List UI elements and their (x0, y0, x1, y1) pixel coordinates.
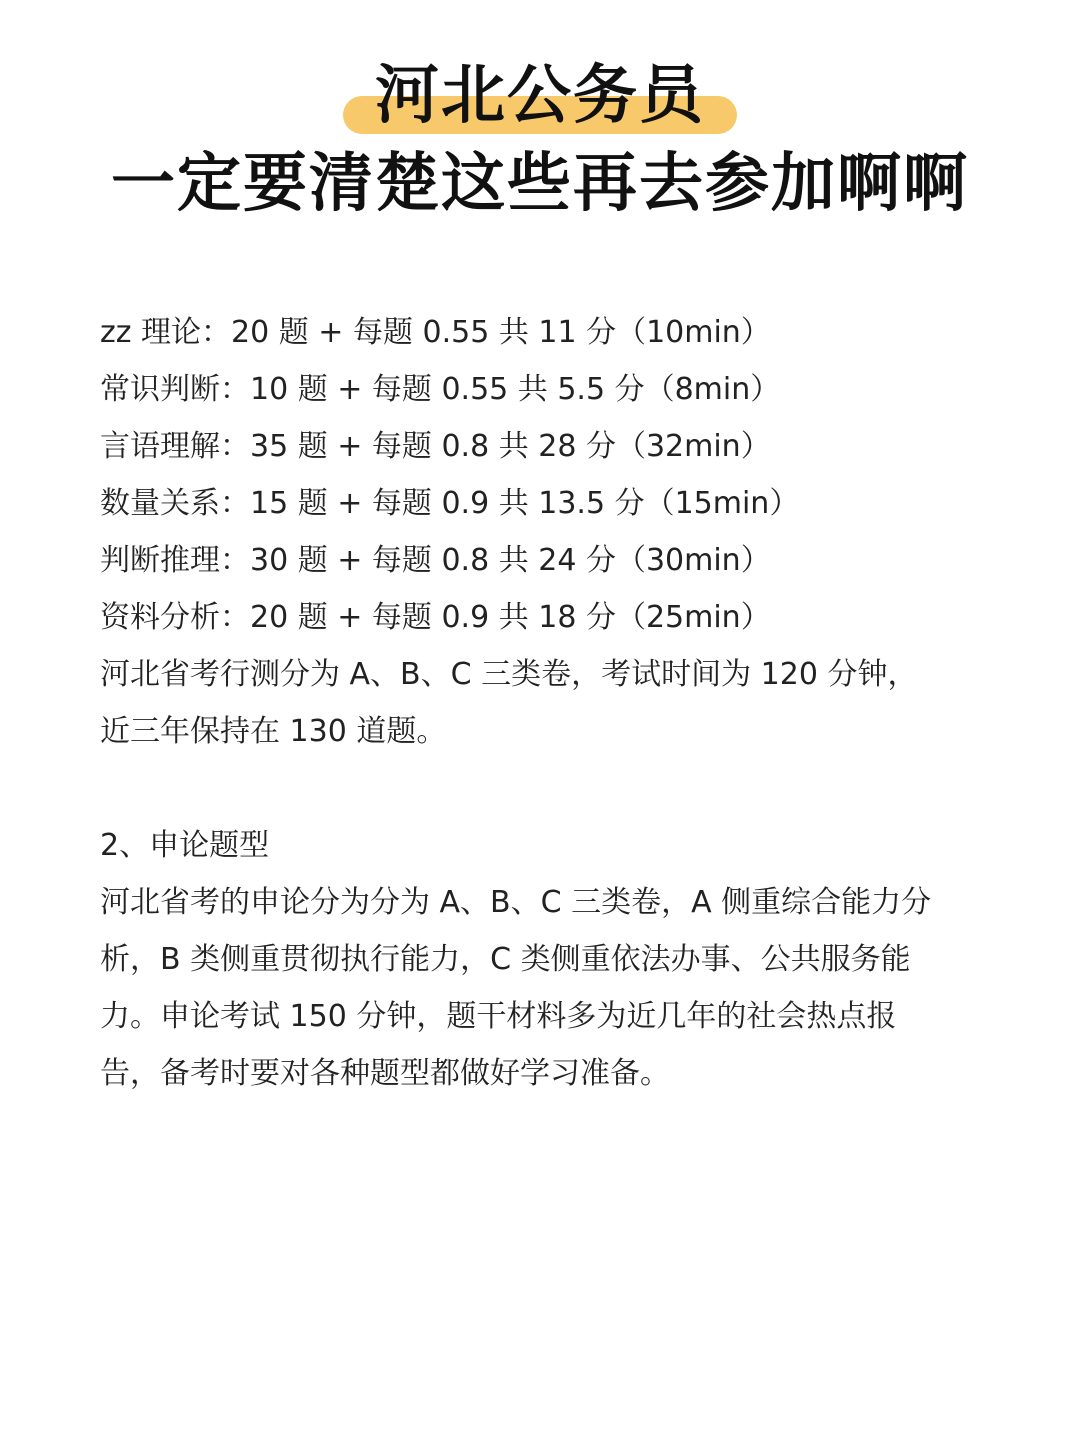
shenlun-paragraph-line: 告，备考时要对各种题型都做好学习准备。 (100, 1056, 670, 1091)
exam-item-data-analysis: 资料分析：20 题 + 每题 0.9 共 18 分（25min） (100, 600, 771, 635)
exam-item-reasoning: 判断推理：30 题 + 每题 0.8 共 24 分（30min） (100, 543, 771, 578)
xingce-note-line: 近三年保持在 130 道题。 (100, 714, 447, 749)
shenlun-heading: 2、申论题型 (100, 828, 270, 863)
title-main-text: 河北公务员 (375, 59, 705, 133)
title-subtitle: 一定要清楚这些再去参加啊啊 (111, 147, 969, 221)
exam-item-politics: zz 理论：20 题 + 每题 0.55 共 11 分（10min） (100, 315, 771, 350)
article-body (100, 304, 980, 1102)
exam-item-common-sense: 常识判断：10 题 + 每题 0.55 共 5.5 分（8min） (100, 372, 781, 407)
exam-item-verbal: 言语理解：35 题 + 每题 0.8 共 28 分（32min） (100, 429, 771, 464)
shenlun-paragraph-line: 力。申论考试 150 分钟，题干材料多为近几年的社会热点报 (100, 999, 897, 1034)
title-main (369, 58, 711, 134)
title-block (0, 58, 1080, 222)
xingce-note-line: 河北省考行测分为 A、B、C 三类卷，考试时间为 120 分钟， (100, 657, 918, 692)
exam-item-quantitative: 数量关系：15 题 + 每题 0.9 共 13.5 分（15min） (100, 486, 800, 521)
shenlun-paragraph-line: 析，B 类侧重贯彻执行能力，C 类侧重依法办事、公共服务能 (100, 942, 911, 977)
shenlun-paragraph-line: 河北省考的申论分为分为 A、B、C 三类卷，A 侧重综合能力分 (100, 885, 932, 920)
section-spacer (100, 760, 980, 817)
